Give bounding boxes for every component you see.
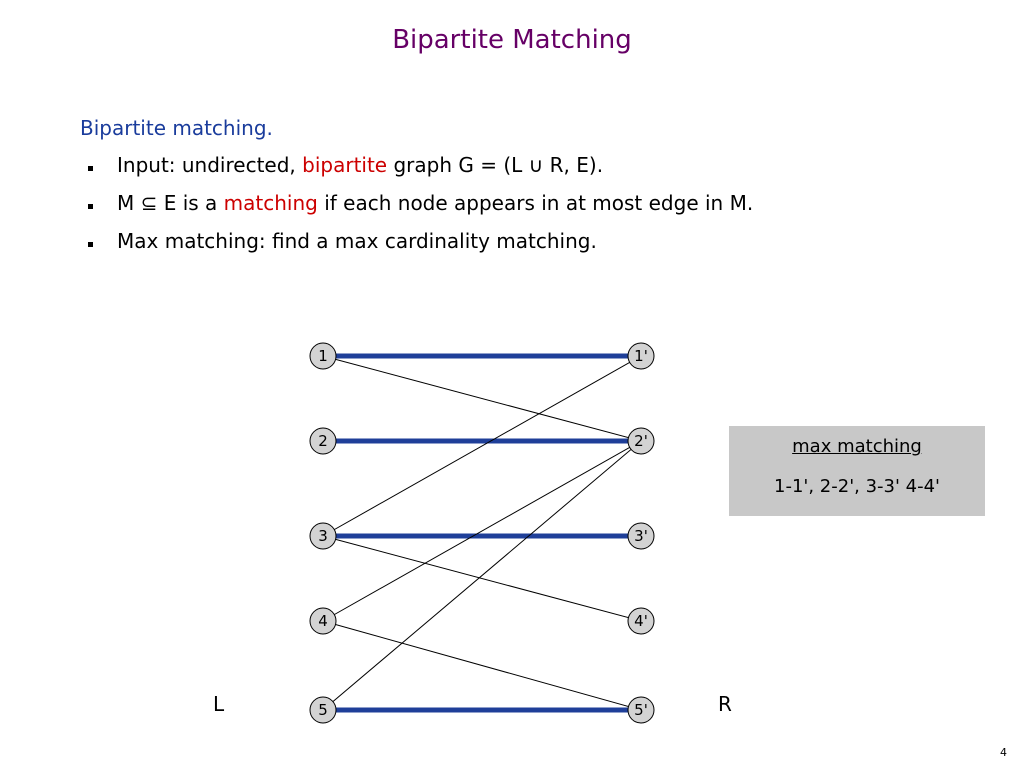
graph-edge: [323, 441, 641, 710]
graph-edge: [323, 441, 641, 621]
graph-edge: [323, 356, 641, 536]
node-label: 4: [318, 612, 328, 630]
graph-edge: [323, 536, 641, 621]
right-node: [628, 428, 654, 454]
left-node: [310, 343, 336, 369]
bullet-text-before: Max matching: find a max cardinality matching.: [117, 229, 597, 253]
bullet-text-before: Input: undirected,: [117, 153, 303, 177]
right-node: [628, 697, 654, 723]
node-label: 3: [318, 527, 328, 545]
node-label: 5': [634, 701, 648, 719]
left-node: [310, 608, 336, 634]
edge-layer: [323, 356, 641, 710]
node-label: 3': [634, 527, 648, 545]
node-label: 1: [318, 347, 328, 365]
node-label: 4': [634, 612, 648, 630]
bullet-text-before: M ⊆ E is a: [117, 191, 224, 215]
graph-edge: [323, 621, 641, 710]
page-number: 4: [1000, 746, 1007, 759]
node-label: 2': [634, 432, 648, 450]
highlight-term: bipartite: [302, 153, 388, 177]
slide-title: Bipartite Matching: [392, 25, 632, 55]
graph-edge: [323, 356, 641, 441]
left-node: [310, 523, 336, 549]
right-node: [628, 343, 654, 369]
right-set-label: R: [718, 692, 732, 716]
left-node: [310, 697, 336, 723]
highlight-term: matching: [223, 191, 318, 215]
max-matching-title: max matching: [792, 436, 922, 457]
right-node: [628, 608, 654, 634]
bullet-text-after: if each node appears in at most edge in M.: [317, 191, 754, 215]
max-matching-box: [729, 426, 985, 516]
node-label: 5: [318, 701, 328, 719]
node-label: 1': [634, 347, 648, 365]
node-label: 2: [318, 432, 328, 450]
left-node: [310, 428, 336, 454]
bullet-text-after: graph G = (L ∪ R, E).: [387, 153, 604, 177]
section-heading: Bipartite matching.: [80, 116, 273, 140]
right-node: [628, 523, 654, 549]
left-set-label: L: [213, 692, 225, 716]
max-matching-pairs: 1-1', 2-2', 3-3' 4-4': [774, 476, 940, 497]
